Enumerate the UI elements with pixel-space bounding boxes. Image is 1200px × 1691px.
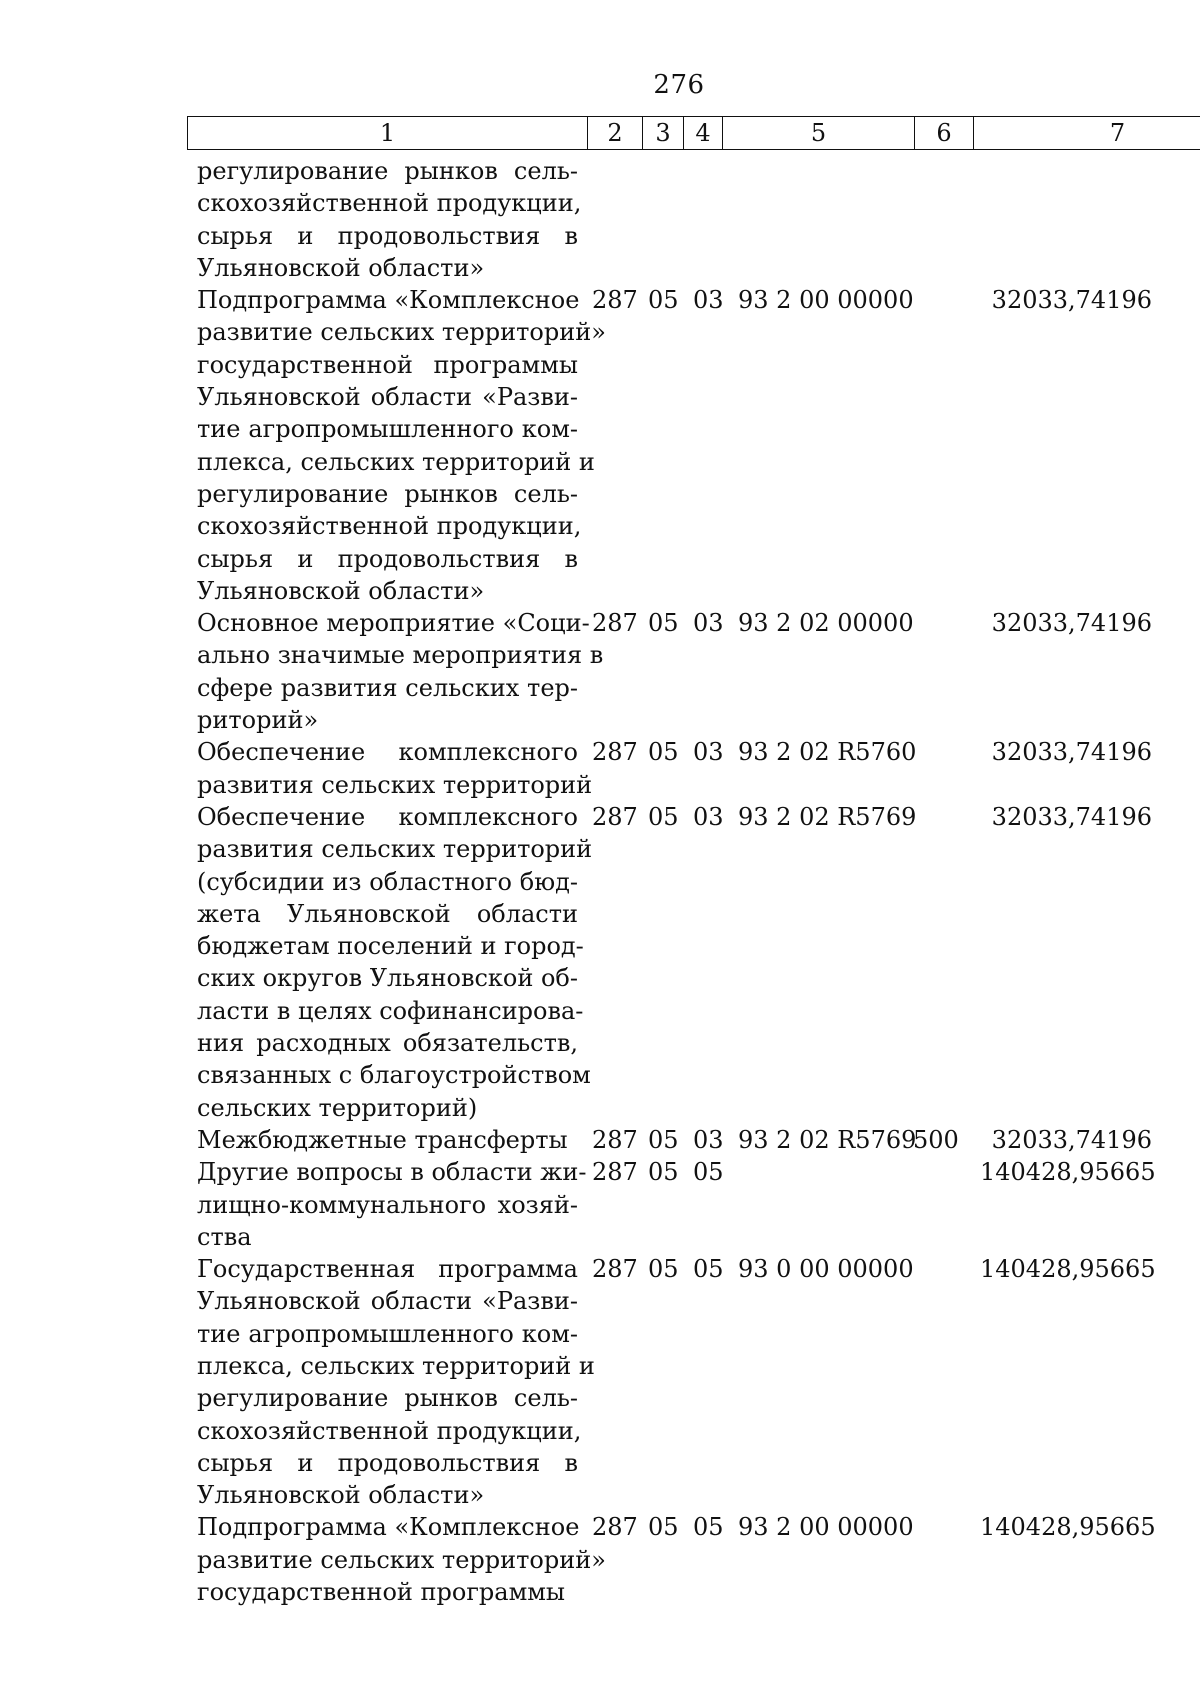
row-name-line: Ульяновской области «Разви- [197,383,578,412]
row-name-line: риторий» [197,706,319,735]
page-number: 276 [653,70,705,100]
row-amount: 140428,95665 [980,1513,1156,1542]
row-name-line: бюджетам поселений и город- [197,932,584,961]
code-subsection: 03 [693,609,724,638]
table-header [187,116,1200,150]
code-target-item: 93 2 02 R5769 [738,1125,917,1154]
code-section: 05 [648,1513,679,1542]
row-name-line: регулирование рынков сель- [197,1384,578,1413]
header-col-7: 7 [1109,119,1126,147]
table-row [0,1124,1200,1156]
code-subsection: 03 [693,802,724,831]
table-row [0,284,1200,607]
row-name-line: Подпрограмма «Комплексное [197,286,580,315]
code-grbs: 287 [592,609,638,638]
code-target-item: 93 2 02 R5760 [738,738,917,767]
header-col-3: 3 [643,117,684,149]
code-grbs: 287 [592,1125,638,1154]
table-row [0,1253,1200,1511]
row-amount: 140428,95665 [980,1158,1156,1187]
row-name-line: Подпрограмма «Комплексное [197,1513,580,1542]
row-name [197,801,593,1124]
code-grbs: 287 [592,1513,638,1542]
code-subsection: 05 [693,1513,724,1542]
row-name-line: ласти в целях софинансирова- [197,996,584,1025]
table-row [0,1511,1200,1608]
row-name-line: Обеспечение комплексного [197,802,578,831]
table-row [0,1156,1200,1253]
row-name-line: сельских территорий) [197,1093,478,1122]
row-name-line: сфере развития сельских тер- [197,673,578,702]
row-name-line: жета Ульяновской области [197,899,578,928]
header-col-5: 5 [723,117,915,149]
code-target-item: 93 0 00 00000 [738,1255,914,1284]
code-target-item: 93 2 00 00000 [738,1513,914,1542]
row-name-line: лищно-коммунального хозяй- [197,1190,578,1219]
row-name [197,1124,578,1156]
row-name-line: Межбюджетные трансферты [197,1125,568,1154]
row-name [197,607,604,736]
row-name [197,284,606,607]
row-name-line: скохозяйственной продукции, [197,1416,582,1445]
table-row [0,736,1200,801]
code-target-item: 93 2 02 00000 [738,609,914,638]
code-section: 05 [648,1158,679,1187]
row-name-line: Ульяновской области» [197,253,485,282]
code-target-item: 93 2 00 00000 [738,286,914,315]
row-name-line: развития сельских территорий [197,770,593,799]
row-name-line: государственной программы [197,350,578,379]
code-section: 05 [648,609,679,638]
row-name-line: сырья и продовольствия в [197,221,578,250]
code-section: 05 [648,1125,679,1154]
code-grbs: 287 [592,1158,638,1187]
code-grbs: 287 [592,738,638,767]
row-name-line: Государственная программа [197,1255,578,1284]
row-name-line: государственной программы [197,1578,566,1607]
code-grbs: 287 [592,286,638,315]
row-name-line: тие агропромышленного ком- [197,415,578,444]
code-grbs: 287 [592,1255,638,1284]
row-name-line: Другие вопросы в области жи- [197,1158,587,1187]
code-subsection: 03 [693,286,724,315]
header-col-6: 6 [915,117,974,149]
code-subsection: 05 [693,1158,724,1187]
row-name-line: ния расходных обязательств, [197,1029,578,1058]
code-subsection: 03 [693,1125,724,1154]
row-name-line: связанных с благоустройством [197,1061,591,1090]
row-amount: 32033,74196 [991,802,1152,831]
row-name [197,155,582,284]
row-name-line: тие агропромышленного ком- [197,1319,578,1348]
row-amount: 32033,74196 [991,1125,1152,1154]
row-name-line: регулирование рынков сель- [197,479,578,508]
code-subsection: 05 [693,1255,724,1284]
row-name-line: развития сельских территорий [197,835,593,864]
table-row [0,607,1200,736]
row-amount: 32033,74196 [991,738,1152,767]
row-name [197,736,593,801]
code-expense-type: 500 [913,1125,959,1154]
row-name-line: сырья и продовольствия в [197,1448,578,1477]
row-name-line: плекса, сельских территорий и [197,447,595,476]
code-section: 05 [648,738,679,767]
row-amount: 32033,74196 [991,609,1152,638]
row-name-line: развитие сельских территорий» [197,1545,606,1574]
row-name-line: скохозяйственной продукции, [197,189,582,218]
table-body [0,155,1200,1608]
row-name-line: плекса, сельских территорий и [197,1351,595,1380]
header-col-1: 1 [188,117,588,149]
row-name-line: (субсидии из областного бюд- [197,867,578,896]
row-name-line: Ульяновской области» [197,1481,485,1510]
code-target-item: 93 2 02 R5769 [738,802,917,831]
row-name-line: ально значимые мероприятия в [197,641,604,670]
header-col-4: 4 [684,117,723,149]
row-name-line: Ульяновской области» [197,576,485,605]
code-section: 05 [648,802,679,831]
row-name-line: сырья и продовольствия в [197,544,578,573]
code-section: 05 [648,286,679,315]
table-row [0,801,1200,1124]
row-name-line: Обеспечение комплексного [197,738,578,767]
table-row [0,155,1200,284]
row-amount: 140428,95665 [980,1255,1156,1284]
row-name-line: развитие сельских территорий» [197,318,606,347]
row-name-line: ских округов Ульяновской об- [197,964,578,993]
row-name [197,1156,587,1253]
code-grbs: 287 [592,802,638,831]
row-name-line: скохозяйственной продукции, [197,512,582,541]
row-name [197,1511,606,1608]
header-col-2: 2 [588,117,643,149]
code-subsection: 03 [693,738,724,767]
row-name-line: регулирование рынков сель- [197,157,578,185]
code-section: 05 [648,1255,679,1284]
row-name [197,1253,595,1511]
row-name-line: Ульяновской области «Разви- [197,1287,578,1316]
row-name-line: Основное мероприятие «Соци- [197,609,590,638]
row-amount: 32033,74196 [991,286,1152,315]
row-name-line: ства [197,1222,252,1251]
